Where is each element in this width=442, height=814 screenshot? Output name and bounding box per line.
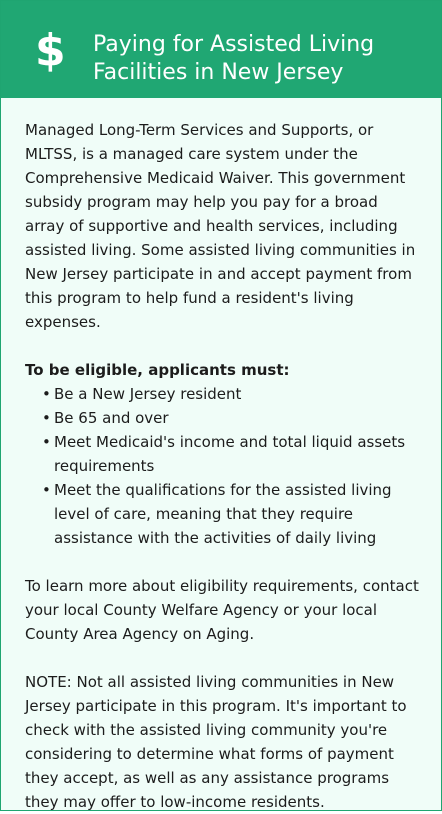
card-header — [1, 1, 441, 98]
more-info-paragraph: To learn more about eligibility requirements, contact your local County Welfare Agency or your local County Area Agency on Aging. — [25, 577, 419, 643]
requirement-text: Meet Medicaid's income and total liquid assets requirements — [54, 433, 406, 475]
card-content — [1, 98, 441, 814]
requirements-list — [25, 382, 421, 550]
bullet-icon: • — [42, 433, 51, 451]
bullet-icon: • — [42, 385, 51, 403]
dollar-sign-icon: $ — [35, 25, 66, 76]
bullet-icon: • — [42, 481, 51, 499]
intro-paragraph: Managed Long-Term Services and Supports, or MLTSS, is a managed care system under the Comprehensive Medicaid Waiver. This government subsidy program may help you pay for a broad array of supportive and health services, including assisted living. Some assisted living communities in New Jersey participate in and accept payment from this program to help fund a resident's living expenses. — [25, 121, 416, 331]
bullet-icon: • — [42, 409, 51, 427]
note-paragraph: NOTE: Not all assisted living communities in New Jersey participate in this program. It's important to check with the assisted living community you're considering to determine what forms of payment they accept, as well as any assistance programs they may offer to low-income residents. — [25, 673, 407, 811]
requirement-text: Be a New Jersey resident — [54, 385, 242, 403]
requirement-text: Be 65 and over — [54, 409, 169, 427]
card-title: Paying for Assisted Living Facilities in New Jersey — [93, 32, 375, 85]
requirement-text: Meet the qualifications for the assisted living level of care, meaning that they require assistance with the activities of daily living — [54, 481, 392, 547]
list-item — [25, 478, 421, 550]
eligibility-heading: To be eligible, applicants must: — [25, 361, 290, 379]
list-item — [25, 430, 421, 478]
list-item — [25, 406, 421, 430]
list-item — [25, 382, 421, 406]
